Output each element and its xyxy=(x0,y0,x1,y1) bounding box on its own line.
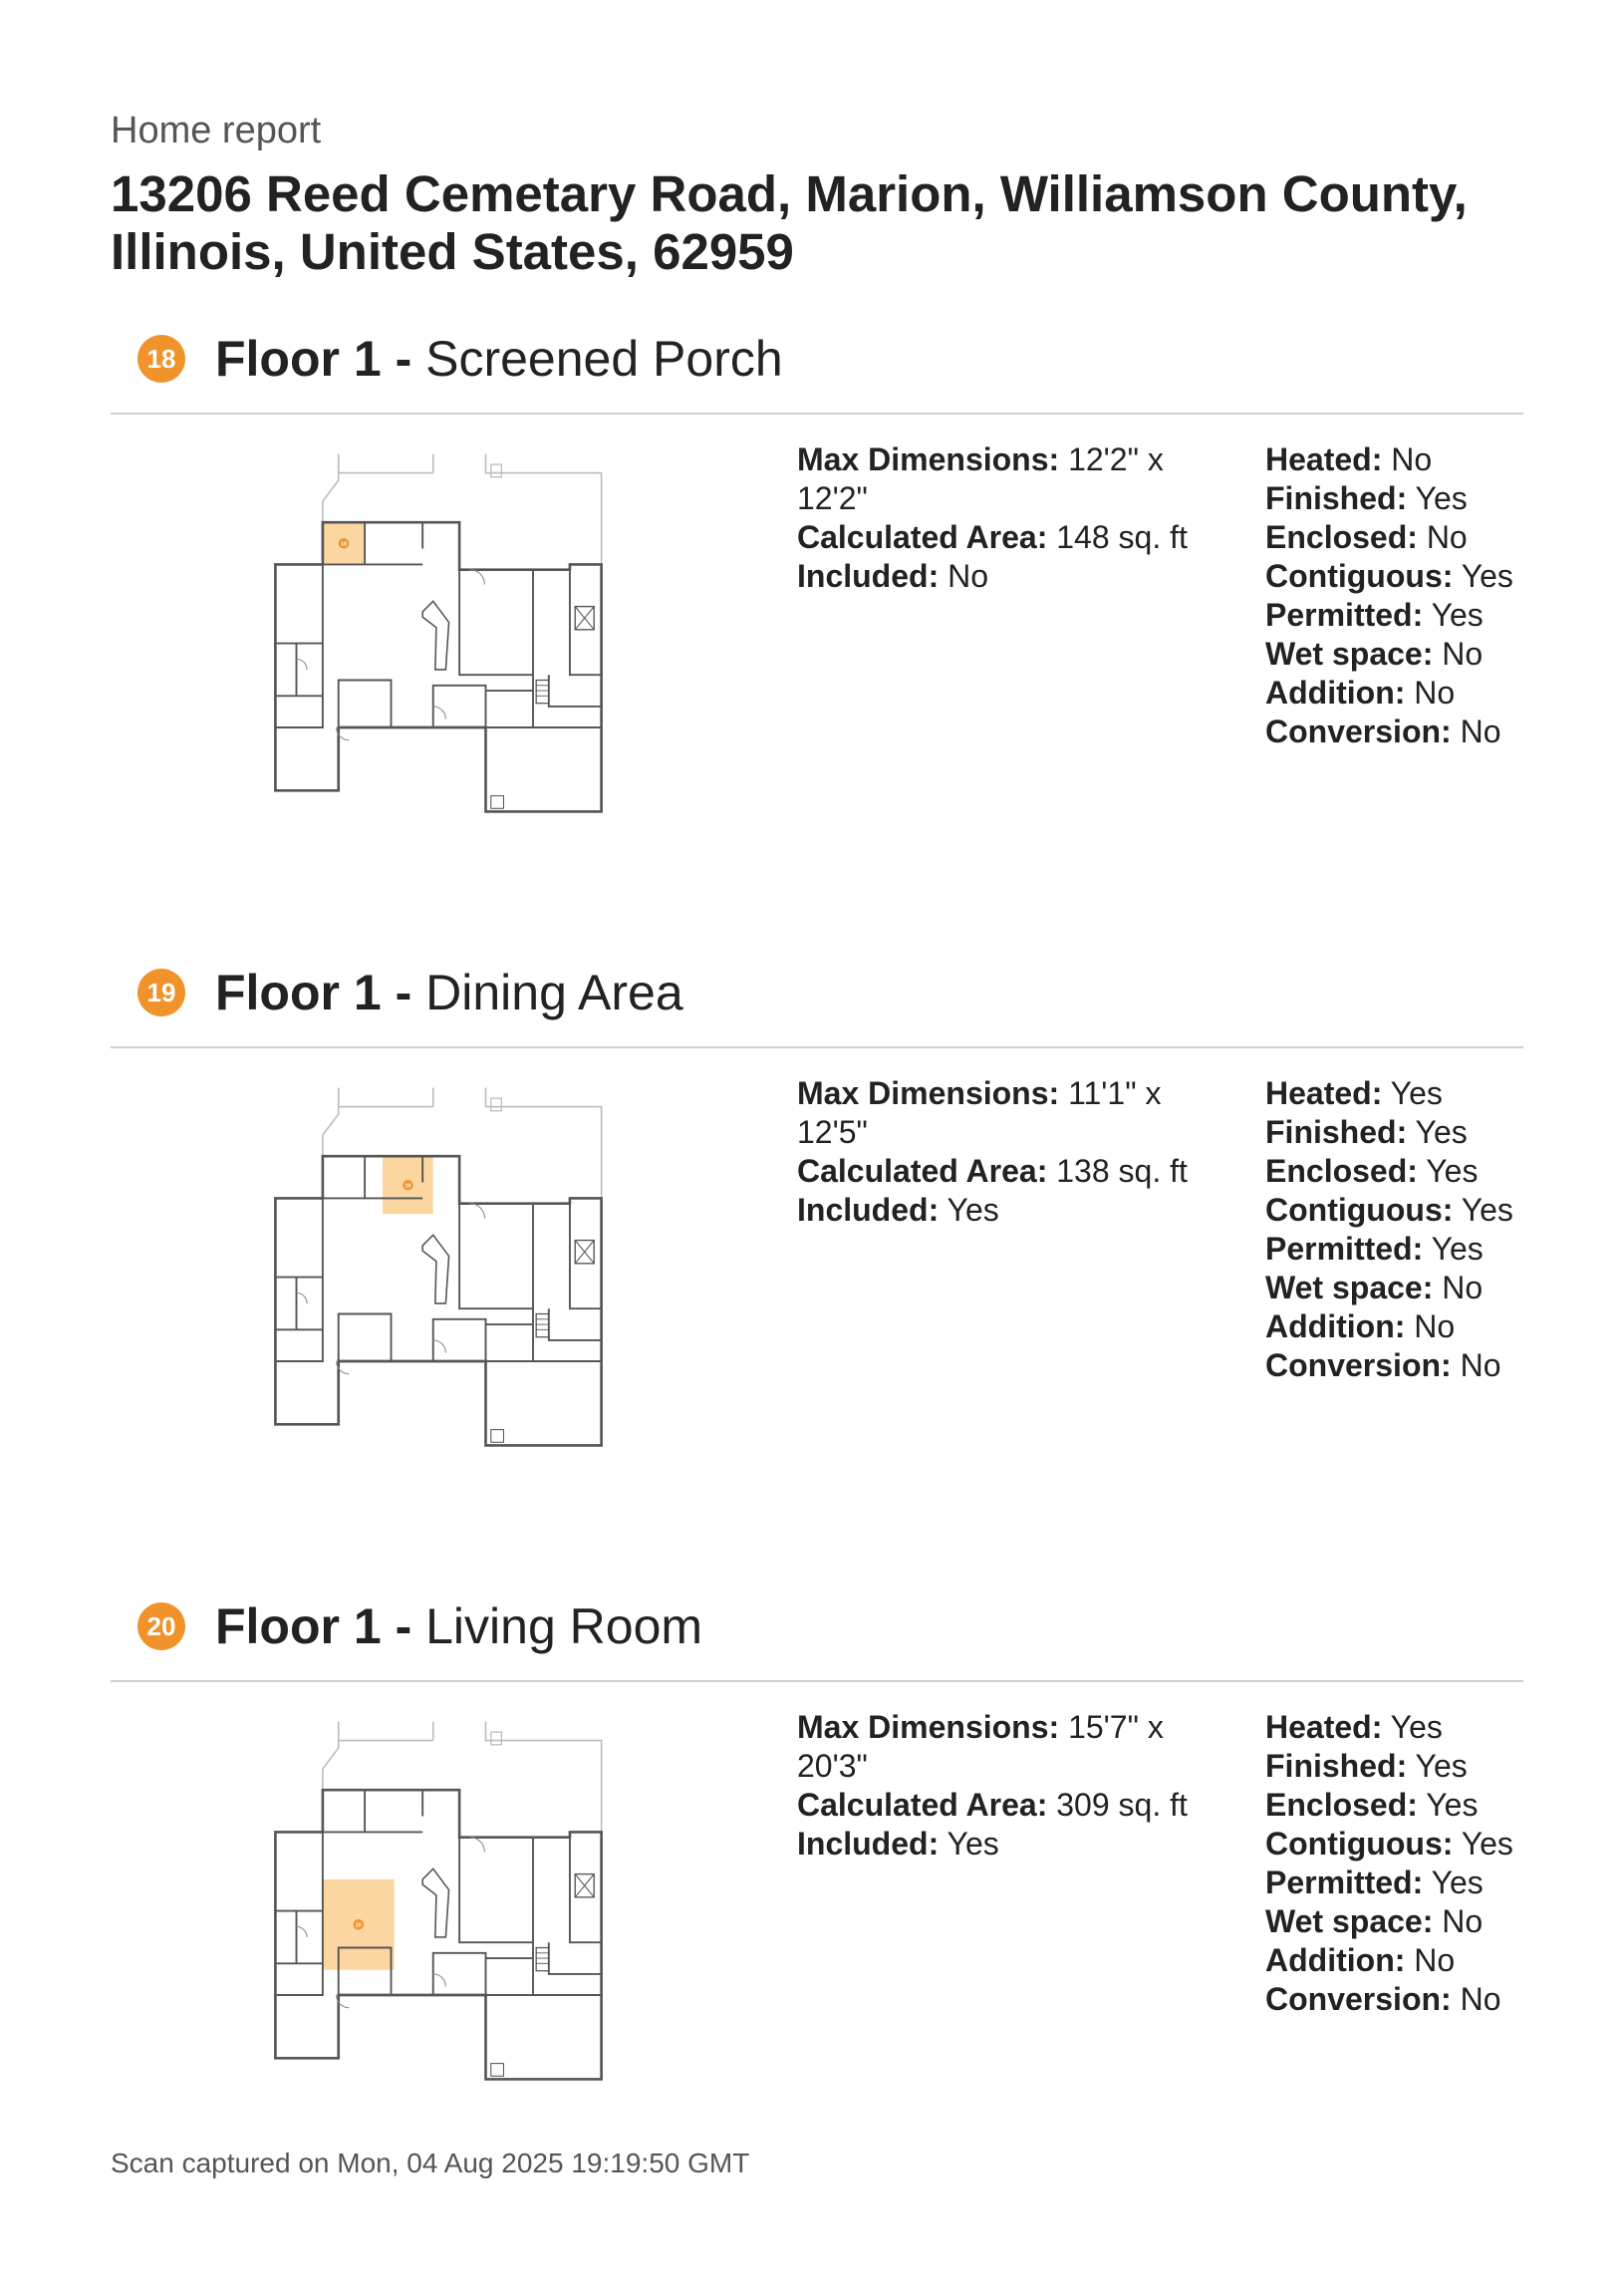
detail-value: 148 sq. ft xyxy=(1056,519,1188,555)
detail-value: No xyxy=(947,558,989,594)
detail-value: Yes xyxy=(947,1192,999,1228)
attribute-row xyxy=(1265,557,1524,596)
attribute-row xyxy=(1265,1786,1524,1825)
attribute-row xyxy=(1265,479,1524,518)
attribute-label: Permitted: xyxy=(1265,1865,1424,1900)
floor-label: Floor 1 xyxy=(215,965,382,1020)
attribute-value: Yes xyxy=(1431,1865,1484,1900)
attribute-label: Contiguous: xyxy=(1265,558,1454,594)
detail-row xyxy=(797,1825,1216,1864)
kitchen-counter xyxy=(422,1868,448,1937)
interior-walls xyxy=(275,1156,601,1361)
floor-label: Floor 1 xyxy=(215,331,382,387)
room-section xyxy=(0,329,1623,887)
detail-value: 138 sq. ft xyxy=(1056,1153,1188,1189)
fixture-box xyxy=(491,796,504,809)
fixture-cross xyxy=(575,607,594,630)
attribute-value: No xyxy=(1460,1347,1501,1383)
attribute-row xyxy=(1265,1708,1524,1747)
section-divider xyxy=(111,413,1523,415)
room-title xyxy=(215,1596,702,1656)
fixture-box xyxy=(491,1430,504,1443)
attribute-row xyxy=(1265,1864,1524,1902)
stair-outline xyxy=(491,1732,502,1745)
attribute-row xyxy=(1265,1074,1524,1113)
detail-label: Calculated Area: xyxy=(797,1787,1048,1823)
attribute-row xyxy=(1265,518,1524,557)
detail-row xyxy=(797,1152,1216,1191)
detail-value: 12'2" x 12'2" xyxy=(797,441,1164,516)
fixture-box xyxy=(491,2064,504,2077)
attribute-row xyxy=(1265,1230,1524,1269)
attribute-label: Conversion: xyxy=(1265,1347,1452,1383)
attribute-value: Yes xyxy=(1426,1153,1479,1189)
attribute-value: No xyxy=(1414,1942,1456,1978)
stairs xyxy=(536,1314,549,1337)
attribute-value: Yes xyxy=(1415,1114,1468,1150)
attribute-label: Enclosed: xyxy=(1265,1153,1418,1189)
attribute-label: Permitted: xyxy=(1265,1231,1424,1267)
attribute-label: Wet space: xyxy=(1265,1270,1434,1305)
section-divider xyxy=(111,1680,1523,1682)
detail-row xyxy=(797,557,1216,596)
attribute-label: Addition: xyxy=(1265,1308,1406,1344)
property-address: 13206 Reed Cemetary Road, Marion, Williamson County, Illinois, United States, 62959 xyxy=(111,165,1468,280)
attribute-label: Heated: xyxy=(1265,441,1383,477)
floor-plan-thumbnail xyxy=(259,1077,618,1456)
attribute-label: Finished: xyxy=(1265,1114,1408,1150)
report-kicker: Home report xyxy=(111,110,322,151)
attribute-label: Addition: xyxy=(1265,1942,1406,1978)
room-attributes xyxy=(1265,1708,1524,2019)
title-separator: - xyxy=(381,331,426,387)
attribute-label: Contiguous: xyxy=(1265,1192,1454,1228)
attribute-label: Enclosed: xyxy=(1265,519,1418,555)
attribute-label: Heated: xyxy=(1265,1709,1383,1745)
attribute-value: Yes xyxy=(1461,1192,1513,1228)
detail-label: Max Dimensions: xyxy=(797,1075,1060,1111)
exterior-walls xyxy=(275,1156,601,1445)
attribute-value: No xyxy=(1426,519,1468,555)
detail-row xyxy=(797,1191,1216,1230)
attribute-value: No xyxy=(1414,1308,1456,1344)
attribute-label: Finished: xyxy=(1265,1748,1408,1784)
stair-treads xyxy=(536,1319,549,1330)
attribute-value: No xyxy=(1391,441,1433,477)
attribute-label: Wet space: xyxy=(1265,1903,1434,1939)
attribute-row xyxy=(1265,440,1524,479)
room-details xyxy=(797,1708,1216,1864)
scan-timestamp: Scan captured on Mon, 04 Aug 2025 19:19:50 GMT xyxy=(111,2148,750,2178)
attribute-row xyxy=(1265,713,1524,751)
attribute-value: Yes xyxy=(1431,597,1484,633)
stair-outline xyxy=(491,1098,502,1111)
detail-label: Included: xyxy=(797,1826,940,1862)
stairs xyxy=(536,681,549,704)
room-title xyxy=(215,963,683,1022)
room-details xyxy=(797,1074,1216,1230)
floor-plan-thumbnail xyxy=(259,443,618,822)
attribute-value: No xyxy=(1414,675,1456,711)
room-name: Living Room xyxy=(425,1598,703,1654)
stairs xyxy=(536,1948,549,1971)
room-details xyxy=(797,440,1216,596)
attribute-row xyxy=(1265,1902,1524,1941)
room-section xyxy=(0,963,1623,1521)
stair-outline xyxy=(491,464,502,477)
attribute-row xyxy=(1265,1269,1524,1307)
room-section xyxy=(0,1596,1623,2154)
attribute-row xyxy=(1265,1307,1524,1346)
attribute-value: No xyxy=(1460,1981,1501,2017)
detail-row xyxy=(797,1708,1216,1786)
attribute-row xyxy=(1265,1941,1524,1980)
room-name: Dining Area xyxy=(425,965,683,1020)
attribute-row xyxy=(1265,596,1524,635)
plan-room-number: 20 xyxy=(355,1922,362,1929)
detail-row xyxy=(797,1786,1216,1825)
detail-label: Included: xyxy=(797,558,940,594)
detail-row xyxy=(797,518,1216,557)
attribute-row xyxy=(1265,1152,1524,1191)
attribute-row xyxy=(1265,674,1524,713)
attribute-value: Yes xyxy=(1431,1231,1484,1267)
attribute-value: Yes xyxy=(1390,1075,1443,1111)
kitchen-counter xyxy=(422,1235,448,1303)
attribute-label: Permitted: xyxy=(1265,597,1424,633)
section-divider xyxy=(111,1046,1523,1048)
attribute-value: Yes xyxy=(1390,1709,1443,1745)
detail-label: Max Dimensions: xyxy=(797,441,1060,477)
detail-label: Calculated Area: xyxy=(797,1153,1048,1189)
attribute-value: Yes xyxy=(1426,1787,1479,1823)
attribute-value: Yes xyxy=(1415,480,1468,516)
attribute-value: No xyxy=(1442,636,1484,672)
room-title xyxy=(215,329,783,389)
detail-row xyxy=(797,440,1216,518)
floor-plan-thumbnail xyxy=(259,1711,618,2090)
fixture-cross xyxy=(575,1874,594,1897)
attribute-label: Addition: xyxy=(1265,675,1406,711)
title-separator: - xyxy=(381,965,426,1020)
exterior-walls xyxy=(275,522,601,811)
attribute-row xyxy=(1265,1191,1524,1230)
attribute-label: Wet space: xyxy=(1265,636,1434,672)
attribute-row xyxy=(1265,1825,1524,1864)
detail-value: 11'1" x 12'5" xyxy=(797,1075,1162,1150)
attribute-row xyxy=(1265,635,1524,674)
detail-value: 309 sq. ft xyxy=(1056,1787,1188,1823)
floor-label: Floor 1 xyxy=(215,1598,382,1654)
stair-treads xyxy=(536,1953,549,1964)
detail-label: Max Dimensions: xyxy=(797,1709,1060,1745)
attribute-row xyxy=(1265,1980,1524,2019)
detail-label: Calculated Area: xyxy=(797,519,1048,555)
attribute-value: Yes xyxy=(1461,558,1513,594)
detail-row xyxy=(797,1074,1216,1152)
detail-value: Yes xyxy=(947,1826,999,1862)
attribute-label: Enclosed: xyxy=(1265,1787,1418,1823)
attribute-value: No xyxy=(1442,1903,1484,1939)
attribute-label: Contiguous: xyxy=(1265,1826,1454,1862)
title-separator: - xyxy=(381,1598,426,1654)
detail-value: 15'7" x 20'3" xyxy=(797,1709,1164,1784)
room-number-badge: 19 xyxy=(137,969,185,1016)
attribute-row xyxy=(1265,1747,1524,1786)
attribute-value: Yes xyxy=(1461,1826,1513,1862)
attribute-label: Conversion: xyxy=(1265,1981,1452,2017)
attribute-row xyxy=(1265,1346,1524,1385)
detail-label: Included: xyxy=(797,1192,940,1228)
attribute-label: Conversion: xyxy=(1265,714,1452,749)
attribute-label: Heated: xyxy=(1265,1075,1383,1111)
room-number-badge: 18 xyxy=(137,335,185,383)
room-number-badge: 20 xyxy=(137,1602,185,1650)
plan-room-number: 18 xyxy=(341,541,347,548)
attribute-row xyxy=(1265,1113,1524,1152)
room-name: Screened Porch xyxy=(425,331,783,387)
fixture-cross xyxy=(575,1241,594,1264)
attribute-value: No xyxy=(1460,714,1501,749)
room-attributes xyxy=(1265,440,1524,751)
stair-treads xyxy=(536,686,549,697)
room-attributes xyxy=(1265,1074,1524,1385)
attribute-label: Finished: xyxy=(1265,480,1408,516)
attribute-value: Yes xyxy=(1415,1748,1468,1784)
kitchen-counter xyxy=(422,601,448,670)
attribute-value: No xyxy=(1442,1270,1484,1305)
plan-room-number: 19 xyxy=(405,1183,411,1190)
